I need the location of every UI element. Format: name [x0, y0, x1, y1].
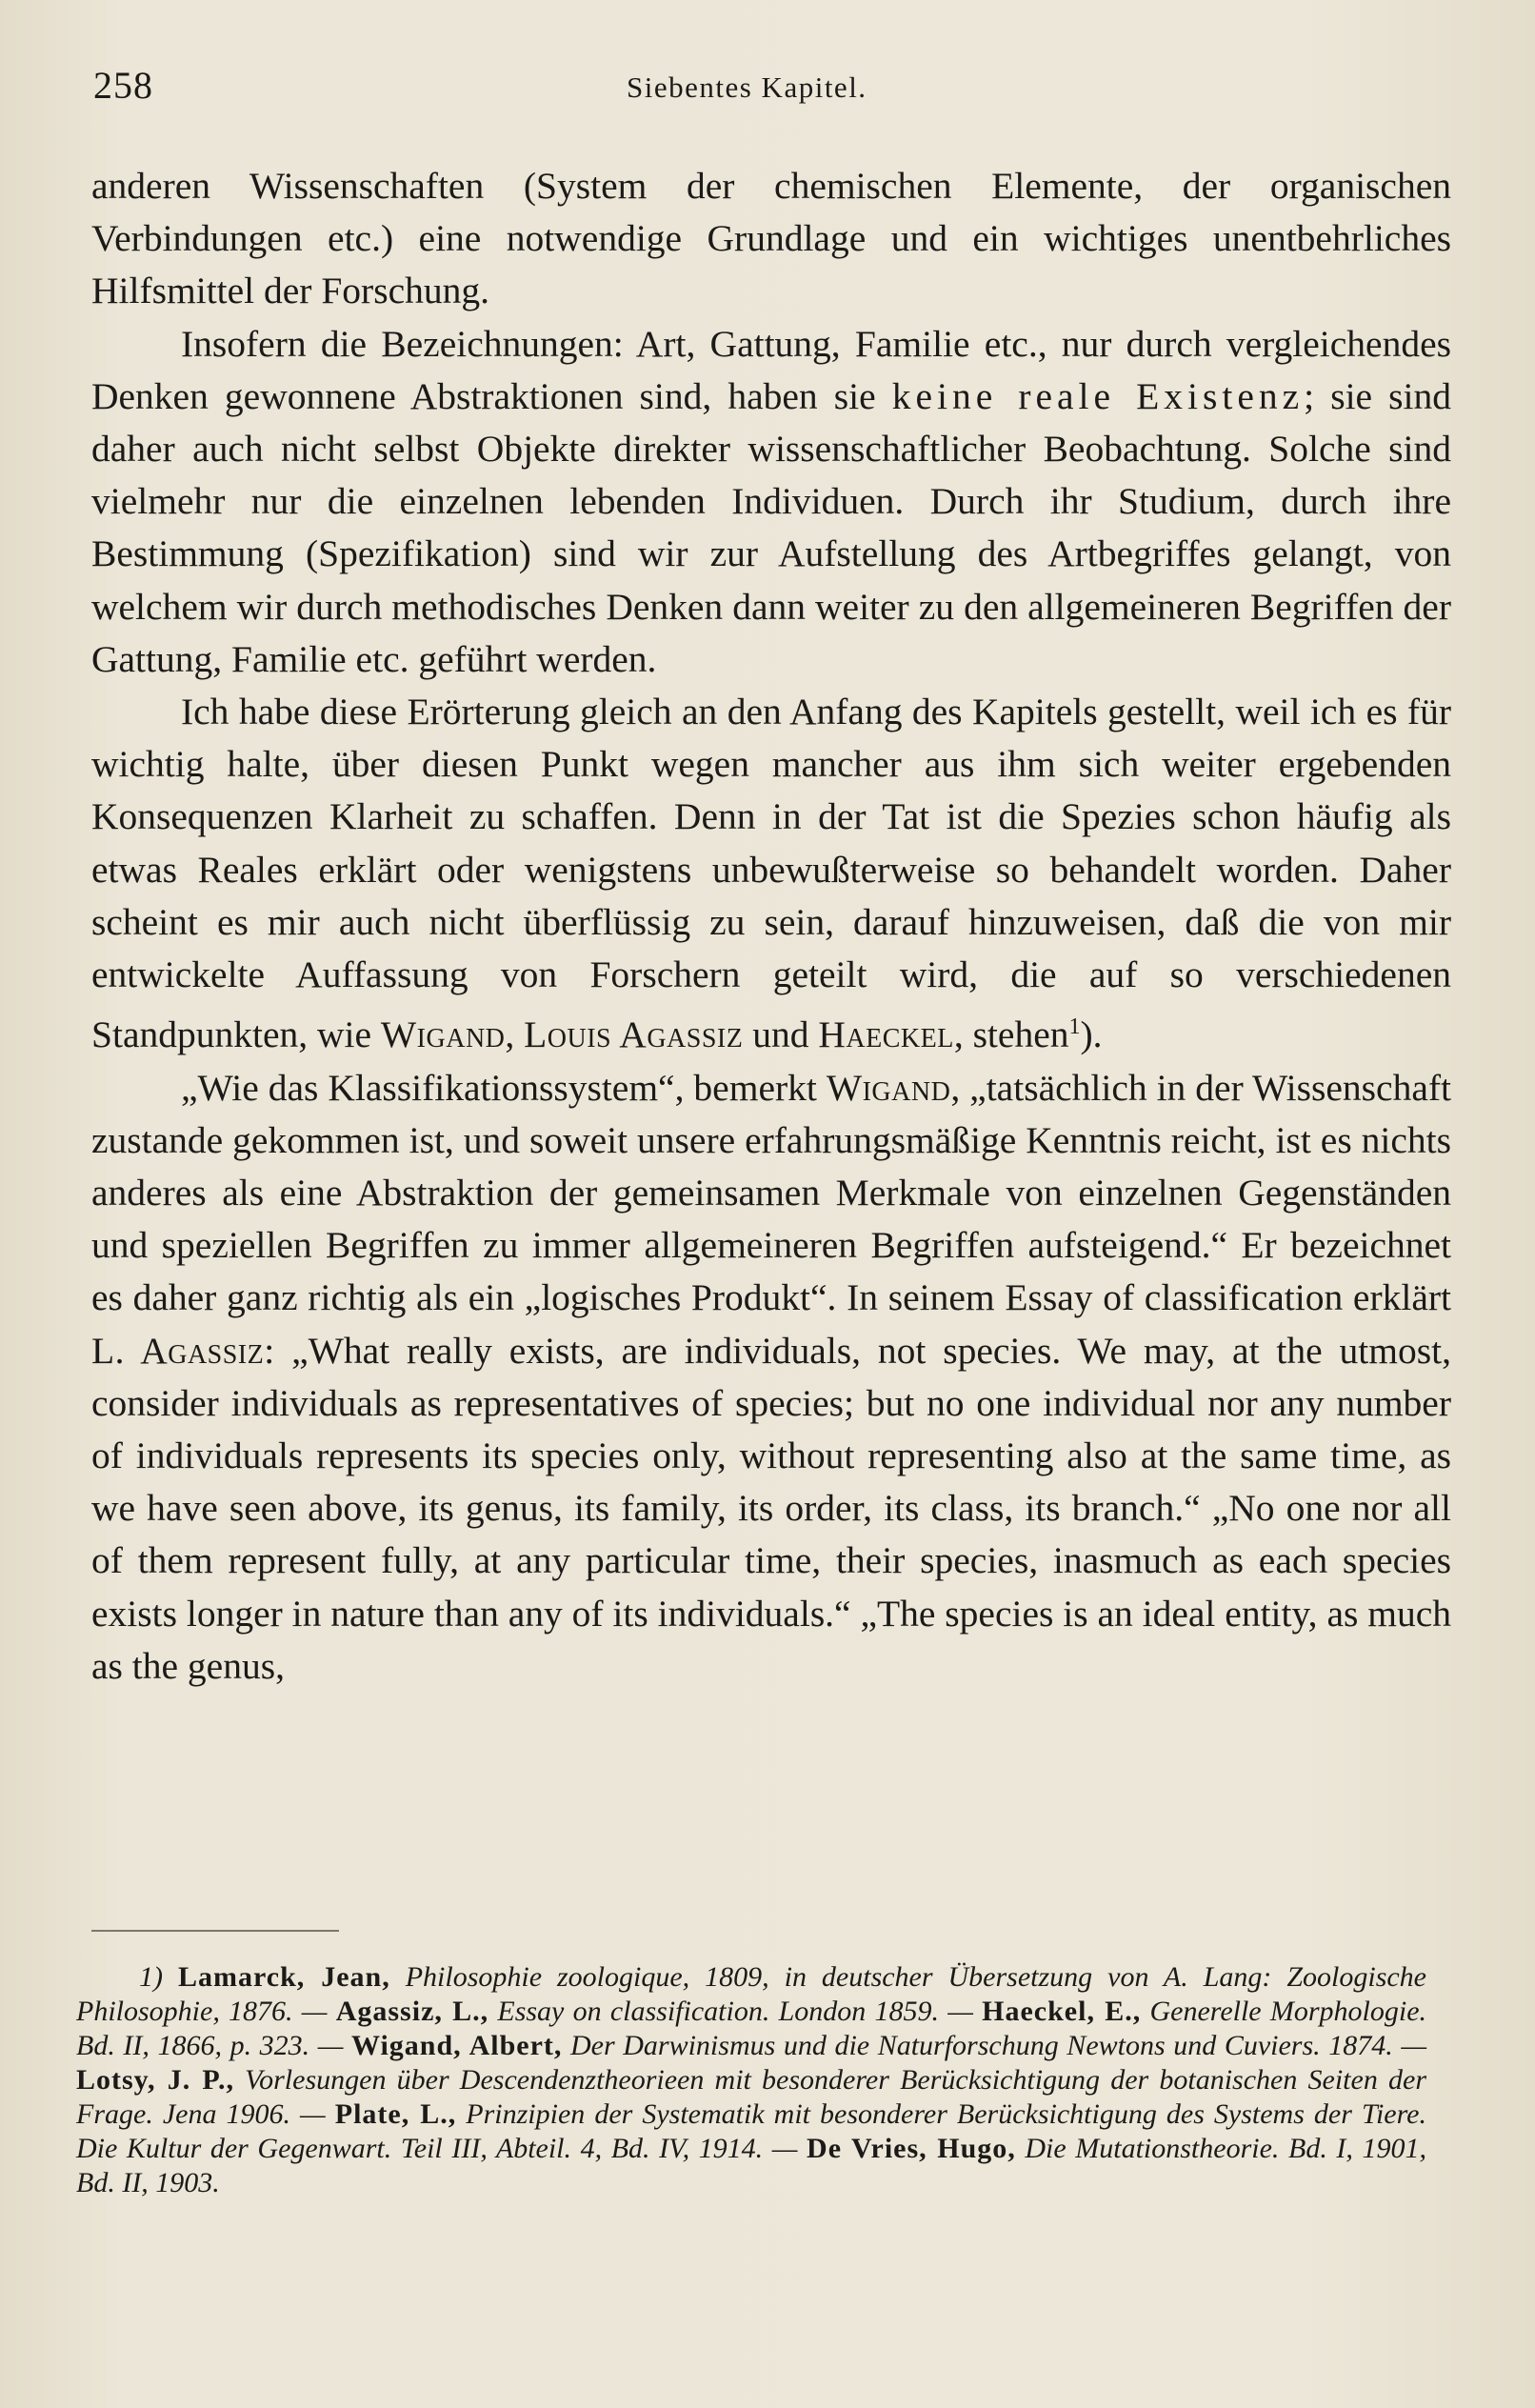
footnote-marker: 1) [139, 1961, 163, 1993]
author-name-agassiz: Louis Agassiz [524, 1013, 744, 1056]
footnote-text: Vorlesungen über Descendenztheorieen mit besonderer Berücksichtigung der botanischen Seiten der Frage. Jena 1906. — [76, 2064, 1427, 2130]
paragraph-3-text-c: ). [1080, 1013, 1103, 1056]
paragraph-4-text-c: : „What really exists, are individuals, not species. We may, at the utmost, consider individuals as representatives of species; but no one individual nor any number of individuals represents its species only, without representing also at the same time, as we have seen above, its genus, its family, its order, its class, its branch.“ „No one nor all of them represent fully, at any particular time, their species, inasmuch as each species exists longer in nature than any of its individuals.“ „The species is an ideal entity, as much as the genus, [91, 1329, 1451, 1687]
paragraph-4 [91, 1062, 1451, 1693]
footnote-1 [76, 1960, 1426, 2200]
author-name-wigand: Wigand [826, 1066, 951, 1109]
footnote-text: Philosophie zoologique, 1809, in deutscher Übersetzung von A. Lang: Zoologische Philosophie, 1876. — [76, 1961, 1426, 2027]
footnote-text: Die Mutationstheorie. Bd. I, 1901, Bd. II, 1903. [76, 2133, 1427, 2198]
body-text [91, 160, 1451, 1693]
paragraph-4-text-b: , „tatsächlich in der Wissenschaft zustande gekommen ist, und soweit unsere erfahrungsmäßige Kenntnis reicht, ist es nichts anderes als eine Abstraktion der gemeinsamen Merkmale von einzelnen Gegenständen und speziellen Begriffen zu immer allgemeineren Begriffen aufsteigend.“ Er bezeichnet es daher ganz richtig als ein „logisches Produkt“. In seinem Essay of classification erklärt [91, 1066, 1451, 1319]
paragraph-3 [91, 686, 1451, 1062]
spaced-emphasis: keine reale Existenz [891, 374, 1305, 417]
paragraph-1-text: anderen Wissenschaften (System der chemischen Elemente, der organischen Verbindungen etc.) eine notwendige Grundlage und ein wichtiges unentbehrliches Hilfsmittel der Forschung. [91, 165, 1451, 312]
paragraph-3-text-a: Ich habe diese Erörterung gleich an den Anfang des Kapitels gestellt, weil ich es für wichtig halte, über diesen Punkt wegen mancher aus ihm sich weiter ergebenden Konsequenzen Klarheit zu schaffen. Denn in der Tat ist die Spezies schon häufig als etwas Reales erklärt oder wenigstens unbewußterweise so behandelt worden. Daher scheint es mir auch nicht überflüssig zu sein, darauf hinzuweisen, daß die von mir entwickelte Auffassung von Forschern geteilt wird, die auf so verschiedenen Standpunkten, wie [91, 691, 1451, 1056]
footnote-author: Plate, L., [334, 2098, 457, 2130]
footnote-reference: 1 [1068, 1014, 1081, 1040]
paragraph-3-text-b: , stehen [953, 1013, 1069, 1056]
footnote-author: Lamarck, Jean, [177, 1961, 390, 1993]
page-number: 258 [93, 64, 153, 107]
paragraph-2-text-b: ; sie sind daher auch nicht selbst Objekte direkter wissenschaftlicher Beobachtung. Solche sind vielmehr nur die einzelnen lebenden Individuen. Durch ihr Studium, durch ihre Bestimmung (Spezifikation) sind wir zur Aufstellung des Artbegriffes gelangt, von welchem wir durch methodisches Denken dann weiter zu den allgemeineren Begriffen der Gattung, Familie etc. geführt werden. [91, 374, 1451, 680]
paragraph-2-text-a: Insofern die Bezeichnungen: Art, Gattung, Familie etc., nur durch vergleichendes Denken gewonnene Abstraktionen sind, haben sie [91, 322, 1451, 417]
footnote-author: De Vries, Hugo, [807, 2133, 1016, 2164]
footnotes [76, 1960, 1426, 2200]
paragraph-1 [91, 160, 1451, 318]
paragraph-4-text-a: „Wie das Klassifikationssystem“, bemerkt [181, 1066, 827, 1109]
footnote-text: Prinzipien der Systematik mit besonderer Berücksichtigung des Systems der Tiere. Die Kultur der Gegenwart. Teil III, Abteil. 4, Bd. IV, 1914. — [76, 2098, 1426, 2164]
footnote-author: Lotsy, J. P., [76, 2064, 234, 2096]
footnote-author: Agassiz, L., [335, 1996, 489, 2027]
conjunction: und [743, 1013, 819, 1056]
footnote-text: Generelle Morphologie. Bd. II, 1866, p. 323. — [76, 1996, 1427, 2061]
author-name-agassiz: L. Agassiz [91, 1329, 265, 1372]
footnote-text: Essay on classification. London 1859. — [488, 1996, 983, 2027]
author-name-wigand: Wigand [380, 1013, 506, 1056]
footnote-divider [91, 1930, 339, 1932]
footnote-author: Wigand, Albert, [351, 2030, 563, 2061]
running-head: Siebentes Kapitel. [627, 70, 867, 104]
paragraph-2 [91, 318, 1451, 686]
separator: , [505, 1013, 525, 1056]
page-header [93, 63, 1436, 120]
author-name-haeckel: Haeckel [818, 1013, 954, 1056]
footnote-text: Der Darwinismus und die Naturforschung Newtons und Cuviers. 1874. — [562, 2030, 1426, 2061]
footnote-author: Haeckel, E., [982, 1996, 1142, 2027]
